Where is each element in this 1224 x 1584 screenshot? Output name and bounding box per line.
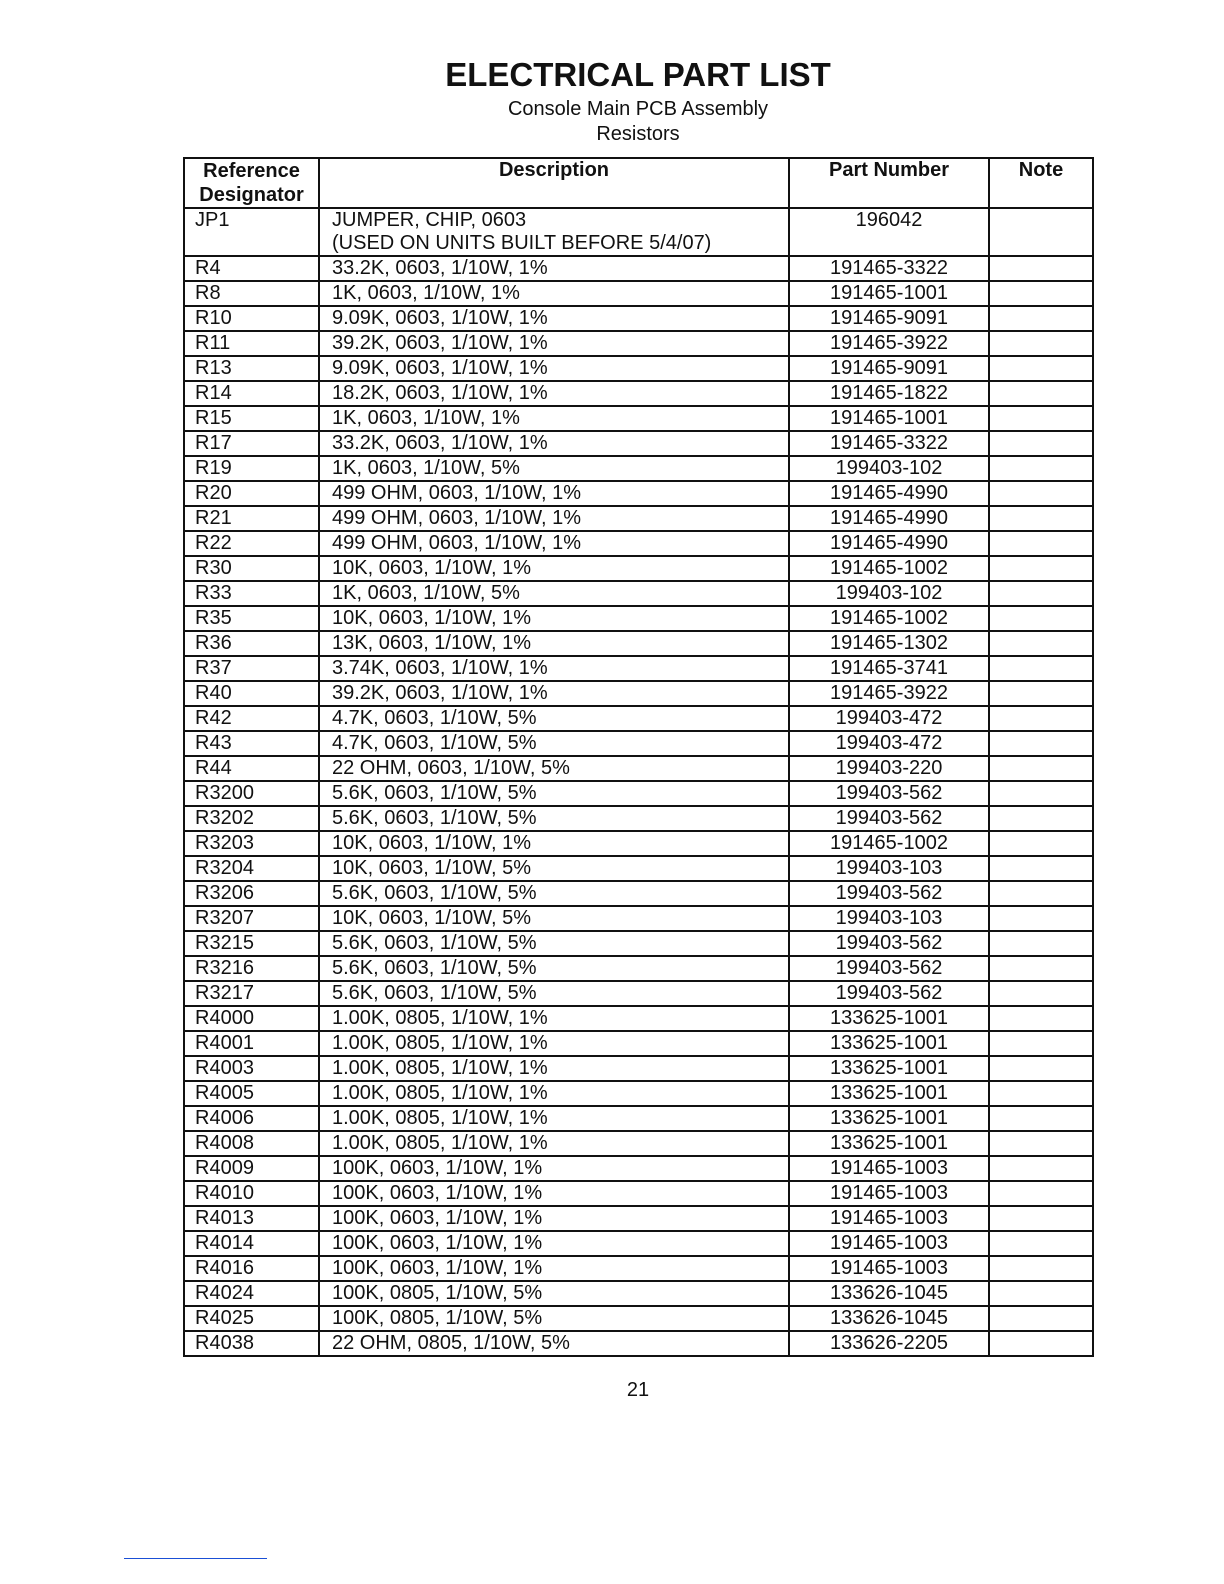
cell-description	[319, 208, 789, 256]
cell-part-number: 133625-1001	[789, 1106, 989, 1131]
cell-note	[989, 956, 1093, 981]
table-row	[184, 431, 1093, 456]
cell-note	[989, 656, 1093, 681]
cell-reference: R3204	[184, 856, 319, 881]
cell-note	[989, 1006, 1093, 1031]
cell-note	[989, 1231, 1093, 1256]
table-row	[184, 1256, 1093, 1281]
table-row	[184, 1056, 1093, 1081]
cell-note	[989, 1156, 1093, 1181]
table-row	[184, 881, 1093, 906]
cell-reference: R4014	[184, 1231, 319, 1256]
cell-description: 100K, 0603, 1/10W, 1%	[319, 1231, 789, 1256]
cell-part-number: 191465-4990	[789, 506, 989, 531]
table-row	[184, 406, 1093, 431]
cell-note	[989, 506, 1093, 531]
cell-reference: R3216	[184, 956, 319, 981]
cell-note	[989, 1206, 1093, 1231]
cell-description: 1.00K, 0805, 1/10W, 1%	[319, 1056, 789, 1081]
cell-note	[989, 881, 1093, 906]
cell-part-number: 191465-1003	[789, 1231, 989, 1256]
cell-note	[989, 331, 1093, 356]
cell-note	[989, 731, 1093, 756]
table-row	[184, 531, 1093, 556]
cell-reference: R4	[184, 256, 319, 281]
cell-description: 100K, 0805, 1/10W, 5%	[319, 1281, 789, 1306]
section-heading: Resistors	[596, 123, 680, 145]
cell-part-number: 191465-3322	[789, 256, 989, 281]
cell-reference: R42	[184, 706, 319, 731]
header-note: Note	[989, 158, 1093, 208]
assembly-subtitle: Console Main PCB Assembly	[507, 98, 769, 120]
cell-reference: R4000	[184, 1006, 319, 1031]
table-row	[184, 1331, 1093, 1356]
cell-part-number: 191465-1003	[789, 1256, 989, 1281]
cell-description: 4.7K, 0603, 1/10W, 5%	[319, 706, 789, 731]
cell-description: 1.00K, 0805, 1/10W, 1%	[319, 1006, 789, 1031]
table-row	[184, 681, 1093, 706]
cell-reference: R4013	[184, 1206, 319, 1231]
table-row	[184, 656, 1093, 681]
table-row	[184, 208, 1093, 256]
cell-reference: JP1	[184, 208, 319, 256]
parts-table-body	[184, 208, 1093, 1356]
cell-reference: R44	[184, 756, 319, 781]
cell-description: 499 OHM, 0603, 1/10W, 1%	[319, 506, 789, 531]
cell-reference: R3200	[184, 781, 319, 806]
cell-reference: R4005	[184, 1081, 319, 1106]
cell-reference: R14	[184, 381, 319, 406]
cell-description: 1K, 0603, 1/10W, 1%	[319, 406, 789, 431]
cell-part-number: 191465-1003	[789, 1156, 989, 1181]
table-row	[184, 731, 1093, 756]
cell-part-number: 133625-1001	[789, 1081, 989, 1106]
cell-note	[989, 1306, 1093, 1331]
table-row	[184, 256, 1093, 281]
cell-note	[989, 931, 1093, 956]
cell-description: 1.00K, 0805, 1/10W, 1%	[319, 1081, 789, 1106]
cell-description: 1K, 0603, 1/10W, 1%	[319, 281, 789, 306]
cell-description: 100K, 0603, 1/10W, 1%	[319, 1256, 789, 1281]
cell-description: 499 OHM, 0603, 1/10W, 1%	[319, 481, 789, 506]
cell-note	[989, 756, 1093, 781]
table-row	[184, 606, 1093, 631]
cell-reference: R3206	[184, 881, 319, 906]
cell-note	[989, 208, 1093, 256]
table-row	[184, 381, 1093, 406]
cell-reference: R4038	[184, 1331, 319, 1356]
cell-reference: R19	[184, 456, 319, 481]
cell-reference: R4016	[184, 1256, 319, 1281]
table-row	[184, 506, 1093, 531]
cell-description: 1K, 0603, 1/10W, 5%	[319, 581, 789, 606]
cell-reference: R10	[184, 306, 319, 331]
table-row	[184, 931, 1093, 956]
cell-reference: R4003	[184, 1056, 319, 1081]
table-row	[184, 981, 1093, 1006]
cell-note	[989, 606, 1093, 631]
table-row	[184, 1006, 1093, 1031]
table-header-row	[184, 158, 1093, 208]
table-row	[184, 306, 1093, 331]
cell-part-number: 199403-103	[789, 906, 989, 931]
cell-note	[989, 1256, 1093, 1281]
cell-description: 10K, 0603, 1/10W, 1%	[319, 556, 789, 581]
cell-description: 13K, 0603, 1/10W, 1%	[319, 631, 789, 656]
cell-part-number: 199403-102	[789, 581, 989, 606]
cell-description: 100K, 0603, 1/10W, 1%	[319, 1156, 789, 1181]
table-row	[184, 631, 1093, 656]
cell-reference: R36	[184, 631, 319, 656]
cell-description: 33.2K, 0603, 1/10W, 1%	[319, 256, 789, 281]
cell-description: 100K, 0805, 1/10W, 5%	[319, 1306, 789, 1331]
cell-description: 33.2K, 0603, 1/10W, 1%	[319, 431, 789, 456]
cell-note	[989, 1181, 1093, 1206]
cell-note	[989, 581, 1093, 606]
cell-note	[989, 431, 1093, 456]
cell-note	[989, 1056, 1093, 1081]
cell-part-number: 133625-1001	[789, 1031, 989, 1056]
cell-note	[989, 831, 1093, 856]
cell-reference: R3207	[184, 906, 319, 931]
cell-part-number: 133625-1001	[789, 1131, 989, 1156]
cell-reference: R3215	[184, 931, 319, 956]
cell-description: 10K, 0603, 1/10W, 1%	[319, 606, 789, 631]
cell-part-number: 199403-102	[789, 456, 989, 481]
cell-reference: R43	[184, 731, 319, 756]
cell-description: 39.2K, 0603, 1/10W, 1%	[319, 331, 789, 356]
cell-note	[989, 1281, 1093, 1306]
cell-description: 5.6K, 0603, 1/10W, 5%	[319, 781, 789, 806]
table-row	[184, 1206, 1093, 1231]
table-row	[184, 456, 1093, 481]
table-row	[184, 1231, 1093, 1256]
cell-part-number: 191465-3741	[789, 656, 989, 681]
cell-reference: R40	[184, 681, 319, 706]
cell-description: 9.09K, 0603, 1/10W, 1%	[319, 306, 789, 331]
cell-reference: R4025	[184, 1306, 319, 1331]
cell-reference: R30	[184, 556, 319, 581]
cell-part-number: 191465-3322	[789, 431, 989, 456]
cell-note	[989, 856, 1093, 881]
cell-part-number: 191465-1003	[789, 1206, 989, 1231]
cell-description: 100K, 0603, 1/10W, 1%	[319, 1206, 789, 1231]
cell-description: 22 OHM, 0805, 1/10W, 5%	[319, 1331, 789, 1356]
cell-part-number: 191465-1822	[789, 381, 989, 406]
table-row	[184, 906, 1093, 931]
table-row	[184, 1156, 1093, 1181]
cell-part-number: 199403-562	[789, 781, 989, 806]
cell-reference: R4009	[184, 1156, 319, 1181]
cell-reference: R15	[184, 406, 319, 431]
header-part-number: Part Number	[789, 158, 989, 208]
cell-part-number: 133626-2205	[789, 1331, 989, 1356]
cell-description: 1K, 0603, 1/10W, 5%	[319, 456, 789, 481]
cell-reference: R4024	[184, 1281, 319, 1306]
cell-description: 10K, 0603, 1/10W, 5%	[319, 856, 789, 881]
cell-part-number: 133626-1045	[789, 1281, 989, 1306]
table-row	[184, 706, 1093, 731]
table-row	[184, 1281, 1093, 1306]
cell-note	[989, 306, 1093, 331]
cell-part-number: 199403-562	[789, 956, 989, 981]
cell-note	[989, 631, 1093, 656]
header-ref-line2: Designator	[199, 184, 304, 206]
cell-note	[989, 281, 1093, 306]
table-row	[184, 806, 1093, 831]
cell-reference: R33	[184, 581, 319, 606]
cell-part-number: 196042	[789, 208, 989, 256]
cell-note	[989, 481, 1093, 506]
cell-description: 9.09K, 0603, 1/10W, 1%	[319, 356, 789, 381]
cell-note	[989, 1106, 1093, 1131]
cell-part-number: 133625-1001	[789, 1056, 989, 1081]
cell-part-number: 199403-103	[789, 856, 989, 881]
cell-note	[989, 456, 1093, 481]
cell-part-number: 191465-1001	[789, 281, 989, 306]
cell-part-number: 191465-1302	[789, 631, 989, 656]
table-row	[184, 856, 1093, 881]
cell-reference: R8	[184, 281, 319, 306]
cell-description: 1.00K, 0805, 1/10W, 1%	[319, 1131, 789, 1156]
cell-note	[989, 706, 1093, 731]
table-row	[184, 1306, 1093, 1331]
header-reference-designator	[184, 158, 319, 208]
cell-note	[989, 381, 1093, 406]
description-note-line: (USED ON UNITS BUILT BEFORE 5/4/07)	[332, 232, 712, 254]
cell-part-number: 191465-1002	[789, 831, 989, 856]
cell-part-number: 199403-220	[789, 756, 989, 781]
table-row	[184, 481, 1093, 506]
cell-note	[989, 1131, 1093, 1156]
table-row	[184, 1081, 1093, 1106]
cell-reference: R3217	[184, 981, 319, 1006]
cell-note	[989, 781, 1093, 806]
cell-reference: R4006	[184, 1106, 319, 1131]
table-row	[184, 1031, 1093, 1056]
cell-note	[989, 1331, 1093, 1356]
cell-part-number: 133625-1001	[789, 1006, 989, 1031]
parts-table	[183, 157, 1094, 1357]
cell-note	[989, 806, 1093, 831]
cell-note	[989, 681, 1093, 706]
cell-description: 22 OHM, 0603, 1/10W, 5%	[319, 756, 789, 781]
cell-part-number: 133626-1045	[789, 1306, 989, 1331]
cell-part-number: 191465-3922	[789, 681, 989, 706]
cell-note	[989, 406, 1093, 431]
cell-part-number: 199403-562	[789, 981, 989, 1006]
cell-reference: R11	[184, 331, 319, 356]
table-row	[184, 281, 1093, 306]
cell-part-number: 191465-1001	[789, 406, 989, 431]
cell-part-number: 199403-472	[789, 731, 989, 756]
cell-part-number: 191465-9091	[789, 356, 989, 381]
cell-part-number: 191465-1003	[789, 1181, 989, 1206]
cell-description: 5.6K, 0603, 1/10W, 5%	[319, 956, 789, 981]
cell-part-number: 199403-562	[789, 931, 989, 956]
cell-description: 39.2K, 0603, 1/10W, 1%	[319, 681, 789, 706]
cell-reference: R21	[184, 506, 319, 531]
cell-description: 10K, 0603, 1/10W, 5%	[319, 906, 789, 931]
cell-note	[989, 531, 1093, 556]
table-row	[184, 956, 1093, 981]
header-ref-line1: Reference	[203, 160, 300, 182]
header-description: Description	[319, 158, 789, 208]
cell-part-number: 191465-9091	[789, 306, 989, 331]
cell-note	[989, 981, 1093, 1006]
cell-reference: R37	[184, 656, 319, 681]
cell-part-number: 199403-472	[789, 706, 989, 731]
cell-part-number: 191465-4990	[789, 531, 989, 556]
cell-description: 5.6K, 0603, 1/10W, 5%	[319, 981, 789, 1006]
cell-reference: R17	[184, 431, 319, 456]
cell-description: 3.74K, 0603, 1/10W, 1%	[319, 656, 789, 681]
table-row	[184, 581, 1093, 606]
cell-description: 4.7K, 0603, 1/10W, 5%	[319, 731, 789, 756]
cell-part-number: 191465-4990	[789, 481, 989, 506]
table-row	[184, 1181, 1093, 1206]
page-number: 21	[626, 1379, 650, 1401]
cell-description: 5.6K, 0603, 1/10W, 5%	[319, 806, 789, 831]
cell-reference: R20	[184, 481, 319, 506]
cell-note	[989, 256, 1093, 281]
cell-reference: R4010	[184, 1181, 319, 1206]
cell-description: 1.00K, 0805, 1/10W, 1%	[319, 1106, 789, 1131]
table-row	[184, 756, 1093, 781]
table-row	[184, 356, 1093, 381]
cell-reference: R22	[184, 531, 319, 556]
cell-description: 10K, 0603, 1/10W, 1%	[319, 831, 789, 856]
cell-description: 100K, 0603, 1/10W, 1%	[319, 1181, 789, 1206]
cell-note	[989, 1031, 1093, 1056]
cell-description: 1.00K, 0805, 1/10W, 1%	[319, 1031, 789, 1056]
table-row	[184, 1106, 1093, 1131]
cell-reference: R3202	[184, 806, 319, 831]
cell-description: 499 OHM, 0603, 1/10W, 1%	[319, 531, 789, 556]
cell-description: 5.6K, 0603, 1/10W, 5%	[319, 931, 789, 956]
table-row	[184, 1131, 1093, 1156]
table-row	[184, 831, 1093, 856]
cell-note	[989, 906, 1093, 931]
cell-reference: R3203	[184, 831, 319, 856]
cell-note	[989, 1081, 1093, 1106]
cell-part-number: 191465-3922	[789, 331, 989, 356]
table-row	[184, 556, 1093, 581]
table-row	[184, 781, 1093, 806]
description-line: JUMPER, CHIP, 0603	[332, 209, 527, 231]
cell-reference: R35	[184, 606, 319, 631]
cell-reference: R13	[184, 356, 319, 381]
cell-note	[989, 556, 1093, 581]
footer-rule	[124, 1558, 267, 1559]
table-row	[184, 331, 1093, 356]
page-title: ELECTRICAL PART LIST	[445, 56, 831, 93]
cell-reference: R4008	[184, 1131, 319, 1156]
cell-description: 18.2K, 0603, 1/10W, 1%	[319, 381, 789, 406]
cell-description: 5.6K, 0603, 1/10W, 5%	[319, 881, 789, 906]
cell-part-number: 191465-1002	[789, 606, 989, 631]
cell-part-number: 199403-562	[789, 881, 989, 906]
cell-part-number: 199403-562	[789, 806, 989, 831]
cell-note	[989, 356, 1093, 381]
cell-reference: R4001	[184, 1031, 319, 1056]
cell-part-number: 191465-1002	[789, 556, 989, 581]
